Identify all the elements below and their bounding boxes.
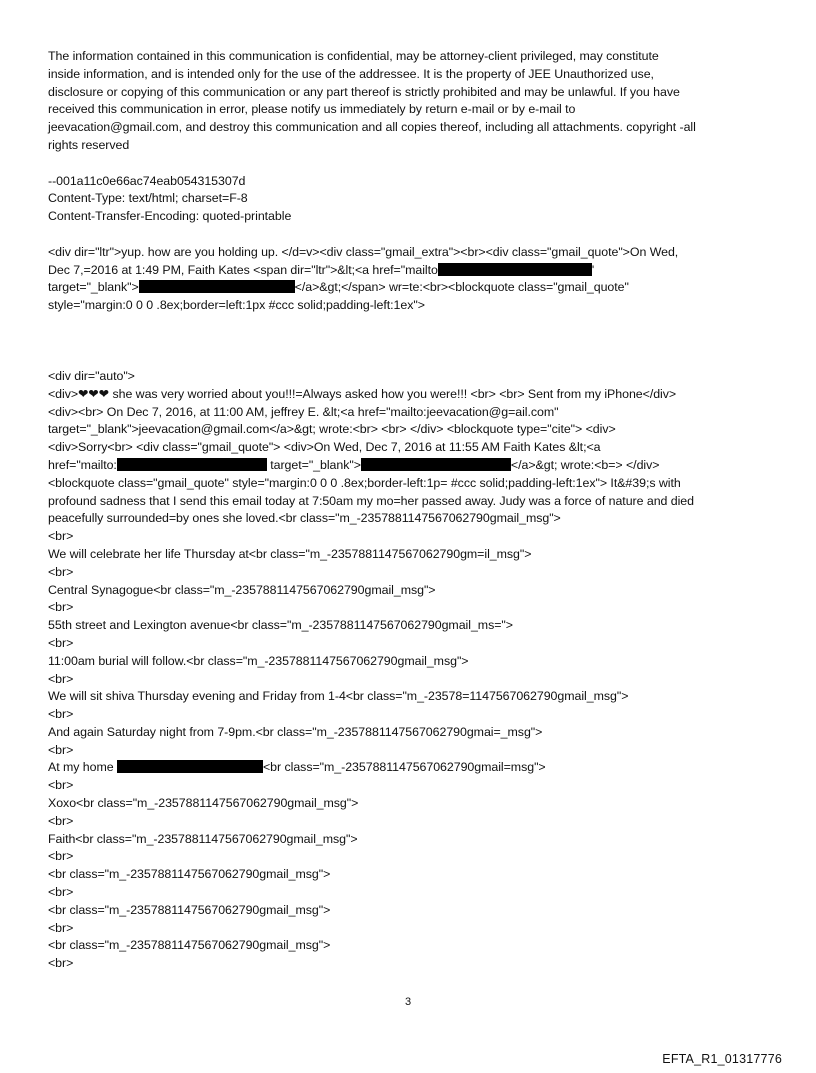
source-line: <div dir="ltr">yup. how are you holding up. </d=v><div class="gmail_extra"><br><div class="gmail_quote">On Wed, [48, 244, 679, 259]
source-line: <br> [48, 671, 74, 686]
source-line: peacefully surrounded=by ones she loved.<br class="m_-2357881147567062790gmail_msg"> [48, 511, 561, 526]
blank-gap [48, 315, 778, 368]
disclaimer-line: The information contained in this communication is confidential, may be attorney-client privileged, may constitute [48, 49, 659, 63]
source-line [48, 457, 778, 475]
source-text: target="_blank"> [270, 457, 361, 472]
source-text: <br class="m_-2357881147567062790gmail=msg"> [263, 760, 546, 775]
source-text: she was very worried about you!!!=Always asked how you were!!! <br> <br> Sent from my iPhone</div> [109, 386, 677, 401]
transfer-encoding-header: Content-Transfer-Encoding: quoted-printable [48, 209, 292, 224]
source-line: <br class="m_-2357881147567062790gmail_msg"> [48, 938, 331, 953]
source-line: And again Saturday night from 7-9pm.<br class="m_-2357881147567062790gmai=_msg"> [48, 724, 543, 739]
redaction-box [438, 262, 595, 277]
source-line [48, 386, 778, 404]
document-body [48, 48, 778, 973]
source-line: <div><br> On Dec 7, 2016, at 11:00 AM, jeffrey E. &lt;<a href="mailto:jeevacation@g=ail.com" [48, 404, 559, 419]
source-text: target="_blank"> [48, 280, 139, 295]
mime-boundary: --001a11c0e66ac74eab054315307d [48, 173, 246, 188]
disclaimer-line: disclosure or copying of this communication or any part thereof is strictly prohibited and may be unlawful. If you have [48, 84, 680, 99]
source-line [48, 279, 778, 297]
source-line [48, 759, 778, 777]
source-line: <br> [48, 849, 74, 864]
source-line: <br> [48, 778, 74, 793]
message-source [48, 368, 778, 973]
source-line: <br> [48, 885, 74, 900]
source-line [48, 262, 778, 280]
redaction-box [139, 280, 295, 293]
source-line: <br> [48, 813, 74, 828]
source-text: ' [591, 262, 595, 277]
disclaimer-line: received this communication in error, please notify us immediately by return e-mail or by e-mail to [48, 102, 576, 117]
source-text: </a>&gt;</span> wr=te:<br><blockquote class="gmail_quote" [294, 280, 629, 295]
source-line: Faith<br class="m_-2357881147567062790gmail_msg"> [48, 831, 358, 846]
quoted-reply-source [48, 244, 778, 315]
disclaimer-line: jeevacation@gmail.com, and destroy this communication and all copies thereof, including all attachments. copyright -all [48, 120, 696, 135]
source-line: <div>Sorry<br> <div class="gmail_quote"> <div>On Wed, Dec 7, 2016 at 11:55 AM Faith Kates &lt;<a [48, 440, 601, 455]
source-line: <br> [48, 920, 74, 935]
mime-headers [48, 173, 778, 226]
source-line: style="margin:0 0 0 .8ex;border=left:1px #ccc solid;padding-left:1ex"> [48, 298, 425, 313]
redaction-box [361, 458, 511, 471]
page-number: 3 [404, 996, 412, 1008]
source-line: profound sadness that I send this email today at 7:50am my mo=her passed away. Judy was a force of nature and died [48, 493, 694, 508]
source-line: We will celebrate her life Thursday at<br class="m_-2357881147567062790gm=il_msg"> [48, 546, 532, 561]
source-line: <br> [48, 529, 74, 544]
source-text: Dec 7,=2016 at 1:49 PM, Faith Kates <span dir="ltr">&lt;<a href="mailto [48, 262, 438, 277]
source-text: <div> [48, 386, 79, 401]
source-line: 11:00am burial will follow.<br class="m_-2357881147567062790gmail_msg"> [48, 653, 469, 668]
source-text: At my home [48, 760, 117, 775]
document-id-stamp: EFTA_R1_01317776 [662, 1052, 782, 1066]
source-line: <br> [48, 635, 74, 650]
source-line: Xoxo<br class="m_-2357881147567062790gmail_msg"> [48, 796, 359, 811]
source-line: Central Synagogue<br class="m_-2357881147567062790gmail_msg"> [48, 582, 436, 597]
source-line: We will sit shiva Thursday evening and Friday from 1-4<br class="m_-23578=1147567062790gmail_msg"> [48, 689, 629, 704]
heart-emoji-icon: ❤❤❤ [78, 386, 110, 401]
source-line: <br> [48, 707, 74, 722]
source-line: 55th street and Lexington avenue<br class="m_-2357881147567062790gmail_ms="> [48, 618, 513, 633]
disclaimer-line: rights reserved [48, 137, 130, 152]
source-line: <br> [48, 742, 74, 757]
source-text: href="mailto: [48, 457, 117, 472]
redaction-box [117, 458, 267, 471]
content-type-header: Content-Type: text/html; charset=F-8 [48, 191, 248, 206]
source-line: <br> [48, 956, 74, 971]
redaction-box [117, 760, 263, 773]
source-line: <br> [48, 564, 74, 579]
disclaimer-line: inside information, and is intended only for the use of the addressee. It is the property of JEE Unauthorized use, [48, 66, 654, 81]
confidentiality-disclaimer [48, 48, 778, 155]
source-line: <br> [48, 600, 74, 615]
source-text: </a>&gt; wrote:<b=> </div> [510, 457, 660, 472]
source-line: <blockquote class="gmail_quote" style="margin:0 0 0 .8ex;border-left:1p= #ccc solid;padding-left:1ex"> It&#39;s with [48, 475, 681, 490]
source-line: <br class="m_-2357881147567062790gmail_msg"> [48, 902, 331, 917]
source-line: target="_blank">jeevacation@gmail.com</a>&gt; wrote:<br> <br> </div> <blockquote type="cite"> <div> [48, 422, 616, 437]
source-line: <div dir="auto"> [48, 368, 135, 383]
source-line: <br class="m_-2357881147567062790gmail_msg"> [48, 867, 331, 882]
